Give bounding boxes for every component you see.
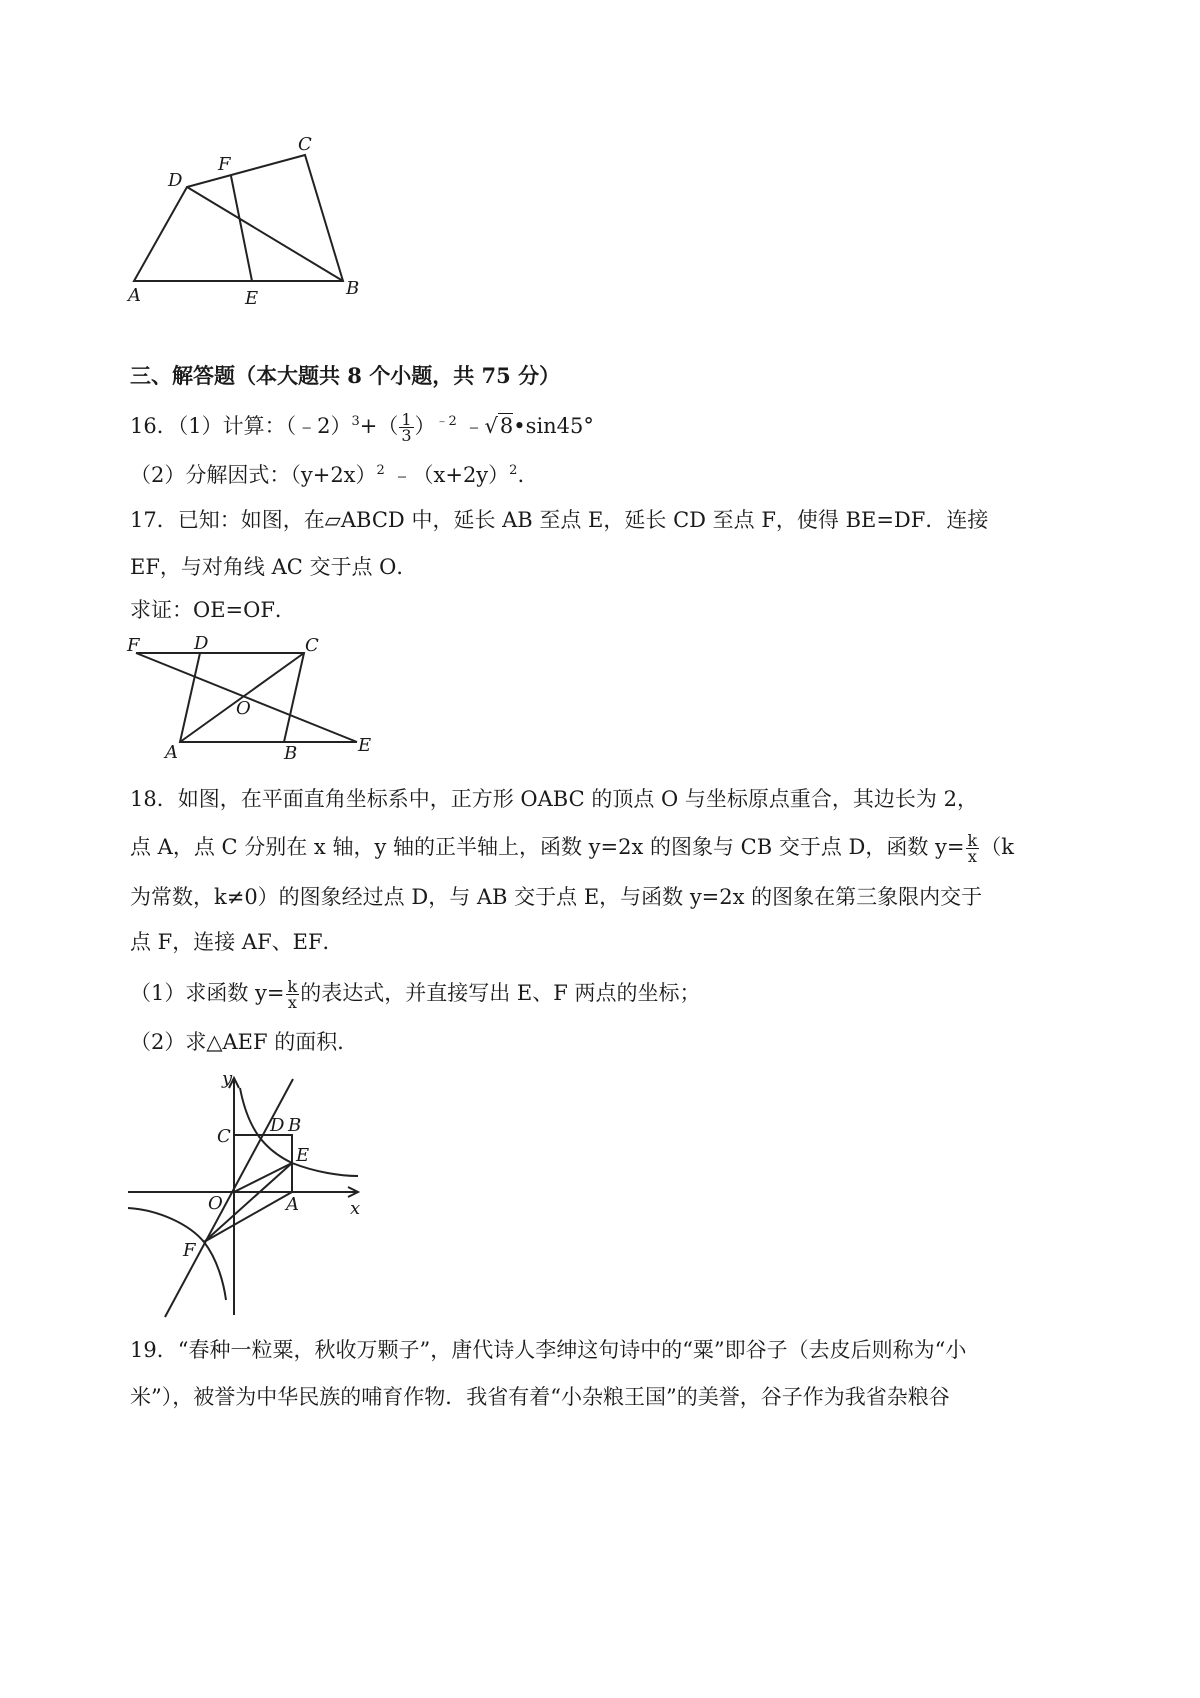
q18-line4: 点 F，连接 AF、EF． <box>130 930 344 954</box>
q16-plus: +（ <box>359 414 399 438</box>
q16-frac-num: 1 <box>401 410 412 429</box>
label-d: D <box>270 1115 285 1136</box>
label-e: E <box>245 288 259 309</box>
label-b: B <box>288 1115 302 1136</box>
label-b: B <box>284 743 298 764</box>
q16-part1-label: （1）计算：（﹣2） <box>177 414 352 438</box>
label-c: C <box>305 635 319 656</box>
q16-part1: 16．（1）计算：（﹣2）$^3$+（ $\frac{1}{3}$ ）$^{﹣2}$ ﹣√8•sin45° <box>130 410 594 445</box>
q16-part2-c: . <box>517 463 525 487</box>
section-title: 三、解答题（本大题共 8 个小题，共 75 分） <box>130 363 561 388</box>
q17-line2: EF，与对角线 AC 交于点 O． <box>130 555 418 579</box>
label-f: F <box>183 1240 196 1261</box>
q16-tail: •sin45° <box>513 414 594 438</box>
label-a: A <box>165 742 178 763</box>
q16-part2-exp2: 2 <box>509 463 518 478</box>
label-e: E <box>358 735 372 756</box>
q16-close: ） <box>414 414 436 438</box>
q18-line6: （2）求△AEF 的面积． <box>130 1030 359 1054</box>
label-a: A <box>286 1194 299 1215</box>
hyperbola-branch-2 <box>128 1208 226 1300</box>
q16-part2-a: （2）分解因式：（y+2x） <box>130 463 377 487</box>
q18-line5b: 的表达式，并直接写出 E、F 两点的坐标； <box>300 981 701 1005</box>
q16-num: 16． <box>130 414 178 438</box>
q16-sqrt-arg: 8 <box>499 414 514 438</box>
q19-line1: 19．“春种一粒粟，秋收万颗子”，唐代诗人李绅这句诗中的“粟”即谷子（去皮后则称为“小 <box>130 1338 967 1362</box>
label-x: x <box>350 1198 361 1219</box>
label-c: C <box>298 134 312 155</box>
q16-exp1: 3 <box>351 414 360 429</box>
label-f: F <box>218 154 231 175</box>
q18-line1: 18．如图，在平面直角坐标系中，正方形 OABC 的顶点 O 与坐标原点重合，其边长为 2， <box>130 787 978 811</box>
label-d: D <box>168 170 183 191</box>
q18-line2a: 点 A，点 C 分别在 x 轴，y 轴的正半轴上，函数 y=2x 的图象与 CB 交于点 D，函数 y= <box>130 835 965 859</box>
q16-part2-b: ﹣（x+2y） <box>391 463 510 487</box>
q18-frac-num: k <box>967 831 978 850</box>
square-oabc <box>234 1135 292 1192</box>
q18-line5a: （1）求函数 y= <box>130 981 285 1005</box>
label-o: O <box>208 1193 223 1214</box>
q16-minus: ﹣ <box>463 414 485 438</box>
label-o: O <box>236 698 251 719</box>
label-e: E <box>296 1145 310 1166</box>
label-f: F <box>127 635 140 656</box>
label-d: D <box>194 633 209 654</box>
q18-frac-den: x <box>967 847 977 866</box>
q16-part2-exp1: 2 <box>376 463 385 478</box>
q18-frac-den-2: x <box>287 993 297 1012</box>
q16-exp2: ﹣2 <box>435 414 457 429</box>
label-c: C <box>217 1126 231 1147</box>
label-y: y <box>222 1068 233 1089</box>
q17-line1: 17．已知：如图，在▱ABCD 中，延长 AB 至点 E，延长 CD 至点 F，使得 BE=DF．连接 <box>130 508 989 532</box>
q18-line2b: （k <box>980 835 1014 859</box>
q16-frac-den: 3 <box>401 426 412 445</box>
q18-line3: 为常数，k≠0）的图象经过点 D，与 AB 交于点 E，与函数 y=2x 的图象在第三象限内交于 <box>130 885 983 909</box>
label-a: A <box>128 285 141 306</box>
q18-frac-num-2: k <box>287 977 298 996</box>
q19-line2: 米”），被誉为中华民族的哺育作物．我省有着“小杂粮王国”的美誉，谷子作为我省杂粮谷 <box>130 1385 950 1409</box>
q17-line3: 求证：OE=OF． <box>130 598 296 622</box>
label-b: B <box>346 278 360 299</box>
segment-oe <box>234 1163 292 1192</box>
